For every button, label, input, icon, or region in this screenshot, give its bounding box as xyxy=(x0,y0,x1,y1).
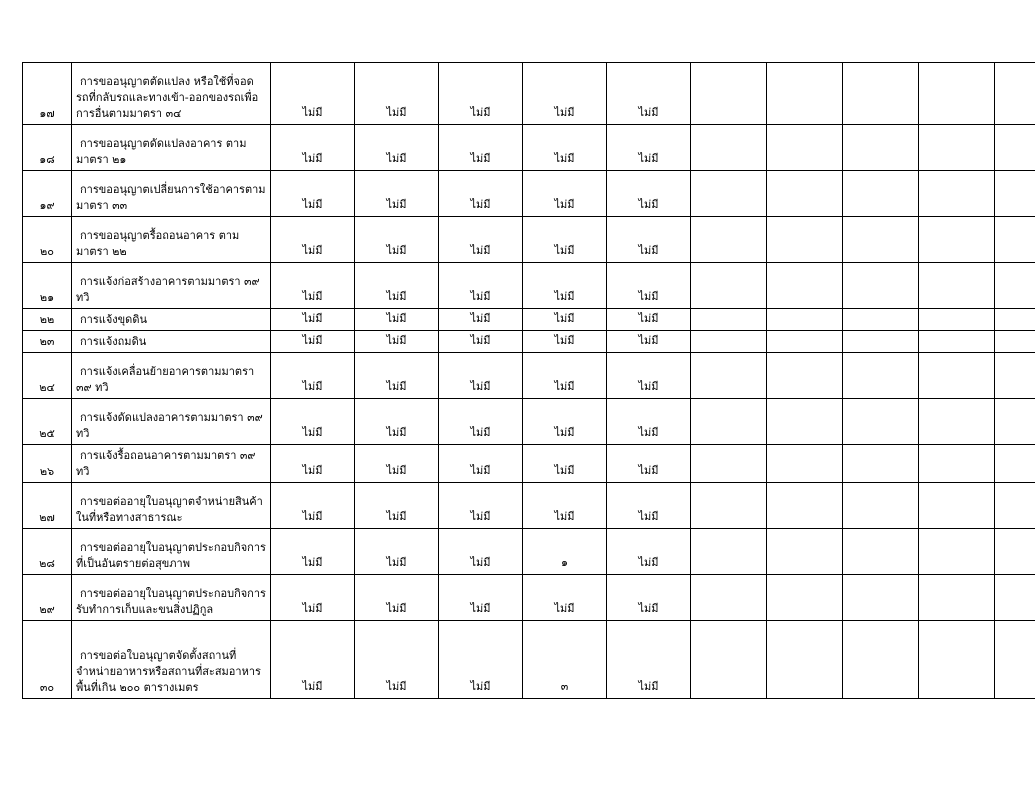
row-item-label: การขอต่ออายุใบอนุญาตประกอบกิจการรับทำการเก็บและขนสิ่งปฏิกูล xyxy=(76,587,266,616)
row-value-cell-5: ไม่มี xyxy=(607,482,691,528)
row-value-cell-5: ไม่มี xyxy=(607,352,691,398)
row-value-cell-2: ไม่มี xyxy=(355,352,439,398)
row-item-cell xyxy=(72,574,271,620)
row-blank-cell-2 xyxy=(767,309,843,331)
row-blank-cell-3 xyxy=(843,574,919,620)
row-number-cell xyxy=(23,125,72,171)
row-value-cell-4: ไม่มี xyxy=(523,171,607,217)
row-value-cell-4: ๓ xyxy=(523,620,607,698)
row-blank-cell-1 xyxy=(691,263,767,309)
row-number-cell xyxy=(23,63,72,125)
row-value-cell-3: ไม่มี xyxy=(439,217,523,263)
row-blank-cell-1 xyxy=(691,309,767,331)
row-blank-cell-1 xyxy=(691,620,767,698)
row-blank-cell-4 xyxy=(919,444,995,482)
row-number-cell xyxy=(23,482,72,528)
row-number-cell xyxy=(23,171,72,217)
row-blank-cell-1 xyxy=(691,574,767,620)
row-number-cell xyxy=(23,620,72,698)
row-blank-cell-4 xyxy=(919,217,995,263)
row-blank-cell-3 xyxy=(843,63,919,125)
row-blank-cell-3 xyxy=(843,352,919,398)
row-blank-cell-4 xyxy=(919,574,995,620)
row-value-cell-2: ไม่มี xyxy=(355,309,439,331)
row-number-cell xyxy=(23,309,72,331)
row-value-cell-4: ไม่มี xyxy=(523,398,607,444)
row-value-cell-5: ไม่มี xyxy=(607,63,691,125)
row-number-cell xyxy=(23,398,72,444)
row-number-cell xyxy=(23,574,72,620)
row-blank-cell-1 xyxy=(691,444,767,482)
row-value-cell-3: ไม่มี xyxy=(439,263,523,309)
row-number-cell xyxy=(23,352,72,398)
row-value-cell-3: ไม่มี xyxy=(439,620,523,698)
row-item-label: การแจ้งขุดดิน xyxy=(80,313,147,326)
row-value-cell-2: ไม่มี xyxy=(355,528,439,574)
row-number-cell xyxy=(23,444,72,482)
row-blank-cell-2 xyxy=(767,352,843,398)
row-blank-cell-3 xyxy=(843,330,919,352)
row-value-cell-5: ไม่มี xyxy=(607,125,691,171)
row-blank-cell-5 xyxy=(995,398,1035,444)
row-value-cell-5: ไม่มี xyxy=(607,528,691,574)
row-blank-cell-5 xyxy=(995,352,1035,398)
row-value-cell-4: ไม่มี xyxy=(523,125,607,171)
row-value-cell-1: ไม่มี xyxy=(271,263,355,309)
row-value-cell-1: ไม่มี xyxy=(271,330,355,352)
row-blank-cell-2 xyxy=(767,263,843,309)
row-item-cell xyxy=(72,528,271,574)
row-blank-cell-1 xyxy=(691,528,767,574)
row-blank-cell-2 xyxy=(767,63,843,125)
row-blank-cell-2 xyxy=(767,125,843,171)
row-number: ๓๐ xyxy=(39,680,55,694)
row-value-cell-5: ไม่มี xyxy=(607,309,691,331)
row-value-cell-1: ไม่มี xyxy=(271,482,355,528)
row-item-cell xyxy=(72,171,271,217)
table-row xyxy=(23,444,1035,482)
row-value-cell-2: ไม่มี xyxy=(355,125,439,171)
row-blank-cell-5 xyxy=(995,444,1035,482)
row-blank-cell-5 xyxy=(995,620,1035,698)
row-blank-cell-2 xyxy=(767,528,843,574)
row-blank-cell-3 xyxy=(843,309,919,331)
row-blank-cell-3 xyxy=(843,620,919,698)
row-number: ๑๘ xyxy=(39,153,55,167)
row-value-cell-1: ไม่มี xyxy=(271,309,355,331)
row-blank-cell-4 xyxy=(919,171,995,217)
row-value-cell-4: ไม่มี xyxy=(523,482,607,528)
row-value-cell-2: ไม่มี xyxy=(355,444,439,482)
row-value-cell-4: ไม่มี xyxy=(523,444,607,482)
row-blank-cell-5 xyxy=(995,125,1035,171)
table-row xyxy=(23,398,1035,444)
row-item-cell xyxy=(72,263,271,309)
row-value-cell-3: ไม่มี xyxy=(439,444,523,482)
row-value-cell-5: ไม่มี xyxy=(607,444,691,482)
row-value-cell-3: ไม่มี xyxy=(439,398,523,444)
row-value-cell-3: ไม่มี xyxy=(439,330,523,352)
row-number: ๒๓ xyxy=(39,334,55,348)
row-value-cell-5: ไม่มี xyxy=(607,398,691,444)
row-value-cell-5: ไม่มี xyxy=(607,263,691,309)
row-value-cell-5: ไม่มี xyxy=(607,330,691,352)
row-blank-cell-4 xyxy=(919,309,995,331)
row-number: ๒๙ xyxy=(39,602,55,616)
row-blank-cell-5 xyxy=(995,528,1035,574)
row-value-cell-3: ไม่มี xyxy=(439,482,523,528)
row-item-label: การขอต่ออายุใบอนุญาตจำหน่ายสินค้าในที่หรือทางสาธารณะ xyxy=(76,495,263,524)
row-item-label: การขออนุญาตเปลี่ยนการใช้อาคารตามมาตรา ๓๓ xyxy=(76,183,266,213)
row-blank-cell-1 xyxy=(691,352,767,398)
row-item-cell xyxy=(72,352,271,398)
row-value-cell-3: ไม่มี xyxy=(439,528,523,574)
row-value-cell-1: ไม่มี xyxy=(271,528,355,574)
row-item-cell xyxy=(72,309,271,331)
row-value-cell-4: ไม่มี xyxy=(523,217,607,263)
row-value-cell-1: ไม่มี xyxy=(271,620,355,698)
row-blank-cell-4 xyxy=(919,63,995,125)
row-value-cell-3: ไม่มี xyxy=(439,63,523,125)
row-value-cell-5: ไม่มี xyxy=(607,171,691,217)
table-row xyxy=(23,352,1035,398)
row-blank-cell-5 xyxy=(995,482,1035,528)
row-value-cell-1: ไม่มี xyxy=(271,63,355,125)
row-blank-cell-4 xyxy=(919,528,995,574)
table-row xyxy=(23,309,1035,331)
row-number: ๒๖ xyxy=(39,464,55,478)
row-item-cell xyxy=(72,330,271,352)
row-blank-cell-4 xyxy=(919,482,995,528)
row-blank-cell-3 xyxy=(843,263,919,309)
row-blank-cell-1 xyxy=(691,63,767,125)
row-value-cell-5: ไม่มี xyxy=(607,217,691,263)
row-blank-cell-3 xyxy=(843,125,919,171)
row-blank-cell-2 xyxy=(767,482,843,528)
row-blank-cell-4 xyxy=(919,398,995,444)
row-number: ๒๐ xyxy=(40,245,54,259)
row-value-cell-5: ไม่มี xyxy=(607,574,691,620)
row-number: ๒๘ xyxy=(39,556,55,570)
row-blank-cell-5 xyxy=(995,309,1035,331)
row-blank-cell-2 xyxy=(767,171,843,217)
row-blank-cell-3 xyxy=(843,528,919,574)
table-body xyxy=(23,63,1035,699)
row-number: ๒๕ xyxy=(39,426,55,440)
row-item-label: การแจ้งถมดิน xyxy=(80,334,147,348)
row-item-label: การขออนุญาตดัดแปลงอาคาร ตามมาตรา ๒๑ xyxy=(76,137,247,167)
row-number-cell xyxy=(23,217,72,263)
table-row xyxy=(23,620,1035,698)
row-blank-cell-5 xyxy=(995,263,1035,309)
row-item-cell xyxy=(72,444,271,482)
row-value-cell-2: ไม่มี xyxy=(355,171,439,217)
row-value-cell-2: ไม่มี xyxy=(355,63,439,125)
table-row xyxy=(23,125,1035,171)
services-table xyxy=(22,62,1035,699)
row-value-cell-4: ไม่มี xyxy=(523,574,607,620)
row-item-label: การแจ้งก่อสร้างอาคารตามมาตรา ๓๙ ทวิ xyxy=(76,275,260,305)
row-number: ๒๗ xyxy=(39,510,55,524)
row-value-cell-1: ไม่มี xyxy=(271,398,355,444)
row-value-cell-1: ไม่มี xyxy=(271,574,355,620)
row-number: ๑๙ xyxy=(39,199,55,213)
row-number: ๒๒ xyxy=(39,313,55,326)
row-value-cell-1: ไม่มี xyxy=(271,444,355,482)
row-value-cell-2: ไม่มี xyxy=(355,574,439,620)
row-blank-cell-4 xyxy=(919,620,995,698)
row-value-cell-4: ไม่มี xyxy=(523,352,607,398)
row-blank-cell-2 xyxy=(767,620,843,698)
row-value-cell-4: ไม่มี xyxy=(523,63,607,125)
row-blank-cell-5 xyxy=(995,574,1035,620)
row-item-label: การขอต่อใบอนุญาตจัดตั้งสถานที่จำหน่ายอาหารหรือสถานที่สะสมอาหารพื้นที่เกิน ๒๐๐ ตารางเมตร xyxy=(76,649,261,694)
row-value-cell-3: ไม่มี xyxy=(439,352,523,398)
row-value-cell-4: ไม่มี xyxy=(523,330,607,352)
row-blank-cell-5 xyxy=(995,63,1035,125)
table-row xyxy=(23,574,1035,620)
row-value-cell-1: ไม่มี xyxy=(271,171,355,217)
row-item-label: การขออนุญาตรื้อถอนอาคาร ตามมาตรา ๒๒ xyxy=(76,229,240,259)
row-blank-cell-1 xyxy=(691,171,767,217)
row-value-cell-2: ไม่มี xyxy=(355,263,439,309)
table-row xyxy=(23,482,1035,528)
row-number: ๒๑ xyxy=(39,291,55,305)
row-item-cell xyxy=(72,398,271,444)
row-number-cell xyxy=(23,528,72,574)
table-row xyxy=(23,63,1035,125)
row-number-cell xyxy=(23,263,72,309)
row-blank-cell-2 xyxy=(767,444,843,482)
row-blank-cell-4 xyxy=(919,263,995,309)
row-blank-cell-3 xyxy=(843,482,919,528)
row-blank-cell-1 xyxy=(691,217,767,263)
row-number-cell xyxy=(23,330,72,352)
row-item-label: การขออนุญาตตัดแปลง หรือใช้ที่จอดรถที่กลับรถและทางเข้า-ออกของรถเพื่อการอื่นตามมาตรา ๓๔ xyxy=(76,75,259,121)
row-blank-cell-3 xyxy=(843,171,919,217)
row-blank-cell-2 xyxy=(767,398,843,444)
row-value-cell-3: ไม่มี xyxy=(439,574,523,620)
row-blank-cell-5 xyxy=(995,330,1035,352)
row-value-cell-4: ไม่มี xyxy=(523,263,607,309)
row-number: ๒๔ xyxy=(39,380,55,394)
table-row xyxy=(23,217,1035,263)
row-blank-cell-4 xyxy=(919,330,995,352)
row-blank-cell-2 xyxy=(767,217,843,263)
row-item-label: การแจ้งเคลื่อนย้ายอาคารตามมาตรา ๓๙ ทวิ xyxy=(76,365,255,394)
row-value-cell-3: ไม่มี xyxy=(439,309,523,331)
table-row xyxy=(23,330,1035,352)
row-blank-cell-5 xyxy=(995,217,1035,263)
row-item-cell xyxy=(72,620,271,698)
row-blank-cell-1 xyxy=(691,482,767,528)
table-row xyxy=(23,528,1035,574)
row-blank-cell-1 xyxy=(691,125,767,171)
row-item-cell xyxy=(72,125,271,171)
row-blank-cell-4 xyxy=(919,352,995,398)
table-row xyxy=(23,263,1035,309)
row-value-cell-2: ไม่มี xyxy=(355,217,439,263)
table-row xyxy=(23,171,1035,217)
row-value-cell-2: ไม่มี xyxy=(355,398,439,444)
row-number: ๑๗ xyxy=(39,107,55,121)
row-item-label: การขอต่ออายุใบอนุญาตประกอบกิจการที่เป็นอันตรายต่อสุขภาพ xyxy=(76,541,266,570)
row-blank-cell-3 xyxy=(843,398,919,444)
row-blank-cell-2 xyxy=(767,330,843,352)
row-blank-cell-1 xyxy=(691,330,767,352)
row-value-cell-4: ไม่มี xyxy=(523,309,607,331)
row-value-cell-1: ไม่มี xyxy=(271,217,355,263)
row-blank-cell-1 xyxy=(691,398,767,444)
row-item-label: การแจ้งดัดแปลงอาคารตามมาตรา ๓๙ ทวิ xyxy=(76,411,263,440)
row-item-label: การแจ้งรื้อถอนอาคารตามมาตรา ๓๙ ทวิ xyxy=(76,449,256,478)
row-value-cell-5: ไม่มี xyxy=(607,620,691,698)
row-item-cell xyxy=(72,63,271,125)
row-value-cell-2: ไม่มี xyxy=(355,482,439,528)
row-value-cell-4: ๑ xyxy=(523,528,607,574)
row-item-cell xyxy=(72,217,271,263)
row-value-cell-1: ไม่มี xyxy=(271,352,355,398)
row-blank-cell-3 xyxy=(843,217,919,263)
row-item-cell xyxy=(72,482,271,528)
row-blank-cell-2 xyxy=(767,574,843,620)
row-value-cell-3: ไม่มี xyxy=(439,171,523,217)
row-value-cell-2: ไม่มี xyxy=(355,330,439,352)
row-value-cell-1: ไม่มี xyxy=(271,125,355,171)
row-blank-cell-4 xyxy=(919,125,995,171)
row-blank-cell-5 xyxy=(995,171,1035,217)
row-value-cell-2: ไม่มี xyxy=(355,620,439,698)
row-blank-cell-3 xyxy=(843,444,919,482)
row-value-cell-3: ไม่มี xyxy=(439,125,523,171)
